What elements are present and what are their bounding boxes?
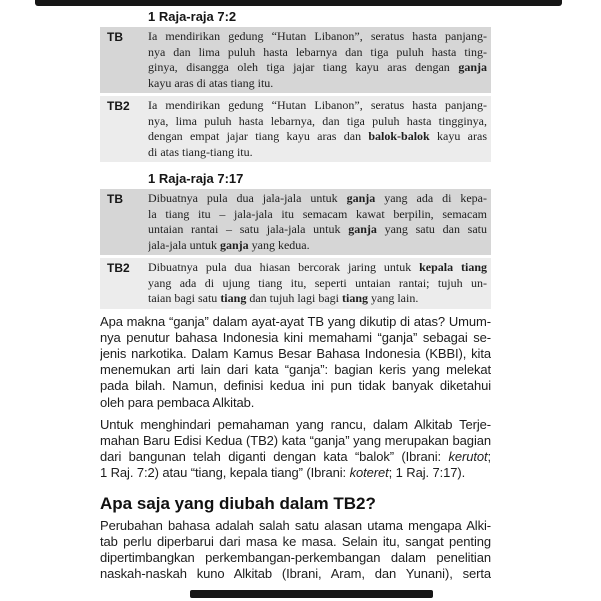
text-line: mahan Baru Edisi Kedua (TB2) kata “ganja” yang merupakan bagian (100, 432, 491, 448)
text-line: Ia mendirikan gedung “Hutan Libanon”, seratus hasta panjang- (148, 29, 487, 43)
text-line: jala-jala untuk ganja yang kedua. (148, 237, 310, 252)
paragraph-tb2-replacement (100, 417, 491, 482)
page-content (100, 0, 491, 582)
text-line: pada bilah. Namun, definisi kedua ini pun tidak banyak diketahui (100, 378, 491, 394)
text-line: Ia mendirikan gedung “Hutan Libanon”, seratus hasta panjang- (148, 98, 487, 112)
text-line: jenis narkotika. Dalam Kamus Besar Bahasa Indonesia (KBBI), kita (100, 345, 491, 361)
text-line: naskah-naskah kuno Alkitab (Ibrani, Aram, dan Yunani), serta (100, 566, 491, 582)
text-line: nya penutur bahasa Indonesia kini memahami “ganja” sebagai se- (100, 329, 491, 345)
text-line: la tiang itu – jala-jala itu semacam kawat berpilin, semacam (148, 206, 487, 221)
translation-label-tb: TB (107, 30, 123, 44)
paragraph-ganja-meaning (100, 314, 491, 411)
text-line: nya, lima puluh hasta lebarnya, dan tiga puluh hasta tingginya, (148, 113, 487, 128)
text-line: taian bagi satu tiang dan tujuh lagi bagi tiang yang lain. (148, 291, 419, 305)
translation-label-tb: TB (107, 192, 123, 206)
text-line: yang ada di ujung tiang itu, seperti untaian rantai; tujuh un- (148, 275, 487, 290)
verse-reference-heading-1: 1 Raja-raja 7:2 (148, 9, 237, 24)
text-line: Perubahan bahasa adalah salah satu alasan utama mengapa Alki- (100, 517, 491, 533)
verse-text-tb2-1 (148, 98, 487, 160)
text-line: Apa makna “ganja” dalam ayat-ayat TB yang dikutip di atas? Umum- (100, 313, 491, 329)
verse-text-tb-2 (148, 191, 487, 253)
text-line: Dibuatnya pula dua jala-jala untuk ganja yang ada di kepa- (148, 191, 487, 205)
verse-row-tb-1 (100, 27, 491, 93)
text-line: ginya, disangga oleh tiga jajar tiang kayu aras dengan ganja (148, 60, 487, 74)
text-line: oleh para pembaca Alkitab. (100, 394, 255, 410)
text-line: Untuk menghindari pemahaman yang rancu, dalam Alkitab Terje- (100, 416, 491, 432)
verse-row-tb2-1 (100, 96, 491, 162)
paragraph-reasons-for-revision (100, 518, 491, 583)
text-line: 1 Raj. 7:2) atau “tiang, kepala tiang” (Ibrani: koteret; 1 Raj. 7:17). (100, 465, 466, 481)
verse-row-tb2-2 (100, 258, 491, 309)
text-line: dengan empat jajar tiang kayu aras dan balok-balok kayu aras (148, 129, 487, 143)
text-line: menemukan arti lain dari kata “ganja”: bagian keris yang melekat (100, 362, 491, 378)
translation-label-tb2: TB2 (107, 261, 130, 275)
text-line: dipertimbangkan perkembangan-perkembangan dalam penelitian (100, 549, 491, 565)
verse-row-tb-2 (100, 189, 491, 255)
text-line: dari bangunan telah diganti dengan kata “balok” (Ibrani: kerutot; (100, 449, 491, 465)
translation-label-tb2: TB2 (107, 99, 130, 113)
text-line: di atas tiang-tiang itu. (148, 144, 253, 159)
page-bottom-edge-decoration (190, 590, 433, 598)
text-line: tab perlu diperbarui dari masa ke masa. Selain itu, sangat penting (100, 533, 491, 549)
verse-text-tb2-2 (148, 260, 487, 307)
section-heading: Apa saja yang diubah dalam TB2? (100, 493, 376, 513)
text-line: nya dan lima puluh hasta lebarnya dan tiga puluh hasta ting- (148, 44, 487, 59)
text-line: untaian rantai – satu jala-jala untuk ganja yang satu dan satu (148, 222, 487, 236)
text-line: Dibuatnya pula dua hiasan bercorak jaring untuk kepala tiang (148, 260, 487, 274)
verse-reference-heading-2: 1 Raja-raja 7:17 (148, 171, 244, 186)
verse-text-tb-1 (148, 29, 487, 91)
text-line: kayu aras di atas tiang itu. (148, 75, 274, 90)
